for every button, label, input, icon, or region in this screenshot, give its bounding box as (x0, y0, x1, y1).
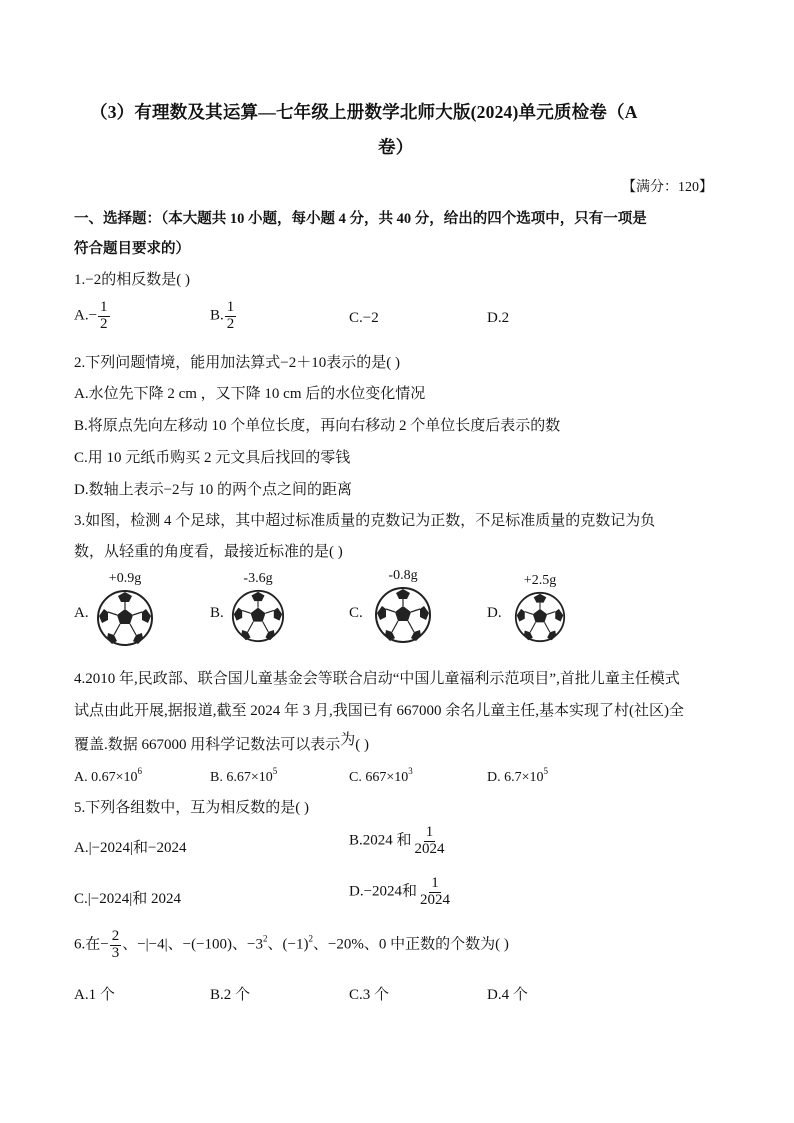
q4-stem-cont: 试点由此开展,据报道,截至 2024 年 3 月,我国已有 667000 余名儿童主任,基本实现了村(社区)全 (74, 703, 684, 719)
q1-stem: 1.−2的相反数是( ) (74, 272, 190, 288)
q3-option-c-letter: C. (349, 605, 363, 621)
q4-option-c: C. $667\times 10^3$ (349, 766, 413, 785)
q3-option-a-ball (90, 571, 160, 647)
q6-option-d: D.4 个 (487, 987, 528, 1003)
q5-option-a: A.|−2024|和−2024 (74, 840, 187, 856)
soccer-ball-icon (96, 589, 154, 647)
q3-option-b-ball (223, 571, 293, 643)
q1-option-b: B. $\frac{1}{2}$ (210, 299, 235, 332)
q3-option-d-letter: D. (487, 605, 502, 621)
q2-option-d: D.数轴上表示−2与 10 的两个点之间的距离 (74, 482, 353, 498)
q2-option-c: C.用 10 元纸币购买 2 元文具后找回的零钱 (74, 450, 351, 466)
q1-option-a: A.− $\frac{1}{2}$ (74, 299, 108, 332)
q3-stem-cont: 数，从轻重的角度看，最接近标准的是( ) (74, 544, 343, 560)
q2-option-a: A.水位先下降 2 cm ，又下降 10 cm 后的水位变化情况 (74, 386, 426, 402)
q3-option-c-label: -0.8g (388, 568, 418, 583)
q5-stem: 5.下列各组数中，互为相反数的是( ) (74, 800, 309, 816)
q3-option-c-ball (368, 568, 438, 644)
document-title-line1: （3）有理数及其运算—七年级上册数学北师大版(2024)单元质检卷（A (90, 102, 638, 122)
soccer-ball-icon (374, 586, 432, 644)
soccer-ball-icon (231, 589, 285, 643)
q6-option-c: C.3 个 (349, 987, 390, 1003)
q5-option-c: C.|−2024|和 2024 (74, 891, 181, 907)
q1-option-d: D.2 (487, 310, 510, 326)
q3-option-a-label: +0.9g (108, 571, 142, 586)
q3-option-b-letter: B. (210, 605, 224, 621)
full-score: 【满分：120】 (622, 180, 713, 195)
q4-stem-end: 覆盖.数据 667000 用科学记数法可以表示为( ) (74, 732, 370, 753)
section-heading-cont: 符合题目要求的） (74, 241, 190, 257)
section-heading: 一、选择题：（本大题共 10 小题，每小题 4 分，共 40 分，给出的四个选项中，只有一项是 (74, 211, 647, 227)
q5-option-d: D.−2024和 $\frac{1}{2024}$ (349, 875, 451, 908)
q1-option-c: C.−2 (349, 310, 379, 326)
q2-option-b: B.将原点先向左移动 10 个单位长度，再向右移动 2 个单位长度后表示的数 (74, 418, 561, 434)
document-title-line2: 卷） (378, 137, 414, 157)
q3-option-b-label: -3.6g (243, 571, 273, 586)
q6-stem: 6.在− $\frac{2}{3}$ 、−|−4|、−(−100)、$-3^2$、$(-1)^2$、−20%、0 中正数的个数为( ) (74, 928, 509, 961)
q6-option-b: B.2 个 (210, 987, 251, 1003)
q2-stem: 2.下列问题情境，能用加法算式−2＋10表示的是( ) (74, 355, 400, 371)
q3-option-d-ball (505, 573, 575, 643)
q3-option-a-letter: A. (74, 605, 89, 621)
soccer-ball-icon (514, 591, 566, 643)
q3-stem: 3.如图，检测 4 个足球，其中超过标准质量的克数记为正数，不足标准质量的克数记为负 (74, 513, 656, 529)
q5-option-b: B.2024 和 $\frac{1}{2024}$ (349, 824, 445, 857)
q4-option-d: D. $6.7\times 10^5$ (487, 766, 549, 785)
q4-stem: 4.2010 年,民政部、联合国儿童基金会等联合启动“中国儿童福利示范项目”,首批儿童主任模式 (74, 671, 680, 687)
q3-option-d-label: +2.5g (523, 573, 557, 588)
q4-option-b: B. $6.67\times 10^5$ (210, 766, 278, 785)
q4-option-a: A. $0.67\times 10^6$ (74, 766, 143, 785)
q6-option-a: A.1 个 (74, 987, 115, 1003)
